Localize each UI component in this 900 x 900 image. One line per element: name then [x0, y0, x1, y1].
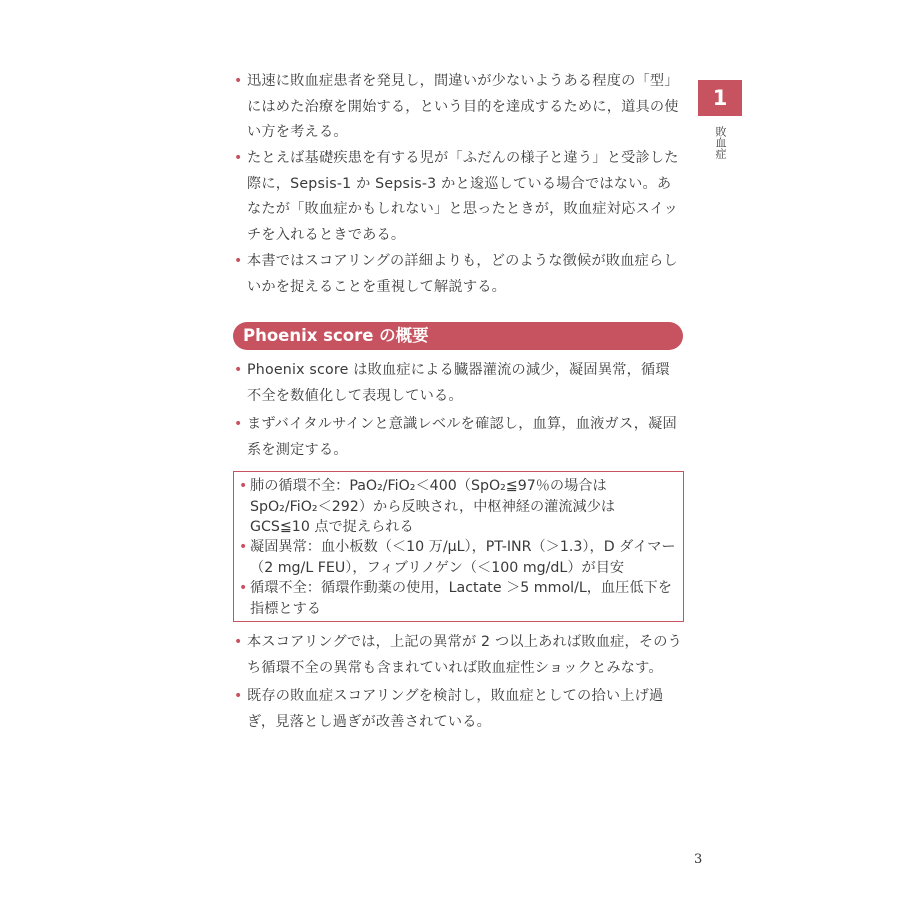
criteria-item-coagulation: [239, 537, 677, 578]
bullet-text: 本書ではスコアリングの詳細よりも，どのような徴候が敗血症らしいかを捉えることを重視して解説する。: [247, 253, 678, 295]
bullet-icon: •: [234, 634, 243, 650]
intro-bullet-2: [234, 146, 684, 248]
intro-bullet-3: [234, 249, 684, 300]
intro-bullet-1: [234, 69, 684, 146]
closing-bullet-1: [234, 630, 684, 681]
bullet-text: 迅速に敗血症患者を発見し，間違いが少ないようある程度の「型」にはめた治療を開始する，という目的を達成するために，道具の使い方を考える。: [247, 73, 679, 140]
criteria-text: 肺の循環不全：PaO₂/FiO₂＜400（SpO₂≦97％の場合は SpO₂/FiO₂＜292）から反映され，中枢神経の灌流減少は GCS≦10 点で捉えられる: [250, 478, 616, 535]
bullet-text: Phoenix score は敗血症による臓器灌流の減少，凝固異常，循環不全を数値化して表現している。: [247, 362, 670, 404]
section-bullet-2: [234, 412, 684, 463]
section-heading: Phoenix score の概要: [233, 322, 683, 350]
bullet-icon: •: [239, 539, 248, 555]
bullet-icon: •: [234, 688, 243, 704]
bullet-text: 本スコアリングでは，上記の異常が 2 つ以上あれば敗血症，そのうち循環不全の異常も含まれていれば敗血症性ショックとみなす。: [247, 634, 683, 676]
chapter-label: 敗血症: [714, 126, 727, 159]
closing-bullet-2: [234, 684, 684, 735]
page-number: 3: [694, 852, 703, 867]
bullet-icon: •: [234, 362, 243, 378]
bullet-text: まずバイタルサインと意識レベルを確認し，血算，血液ガス，凝固系を測定する。: [247, 416, 677, 458]
bullet-text: たとえば基礎疾患を有する児が「ふだんの様子と違う」と受診した際に，Sepsis-1 か Sepsis-3 かと逡巡している場合ではない。あなたが「敗血症かもしれない」と思ったときが，敗血症対応スイッチを入れるときである。: [247, 150, 679, 243]
bullet-text: 既存の敗血症スコアリングを検討し，敗血症としての拾い上げ過ぎ，見落とし過ぎが改善されている。: [247, 688, 664, 730]
bullet-icon: •: [239, 580, 248, 596]
criteria-box: [233, 471, 684, 622]
bullet-icon: •: [234, 73, 243, 89]
criteria-item-lung: [239, 476, 677, 538]
bullet-icon: •: [234, 253, 243, 269]
chapter-number-tab: 1: [698, 80, 742, 116]
section-bullet-1: [234, 358, 684, 409]
bullet-icon: •: [239, 478, 248, 494]
criteria-item-circulation: [239, 578, 677, 619]
criteria-text: 循環不全：循環作動薬の使用，Lactate ＞5 mmol/L，血圧低下を指標とする: [250, 580, 672, 617]
bullet-icon: •: [234, 416, 243, 432]
bullet-icon: •: [234, 150, 243, 166]
criteria-text: 凝固異常：血小板数（＜10 万/μL），PT-INR（＞1.3），D ダイマー（2 mg/L FEU），フィブリノゲン（＜100 mg/dL）が目安: [250, 539, 676, 576]
